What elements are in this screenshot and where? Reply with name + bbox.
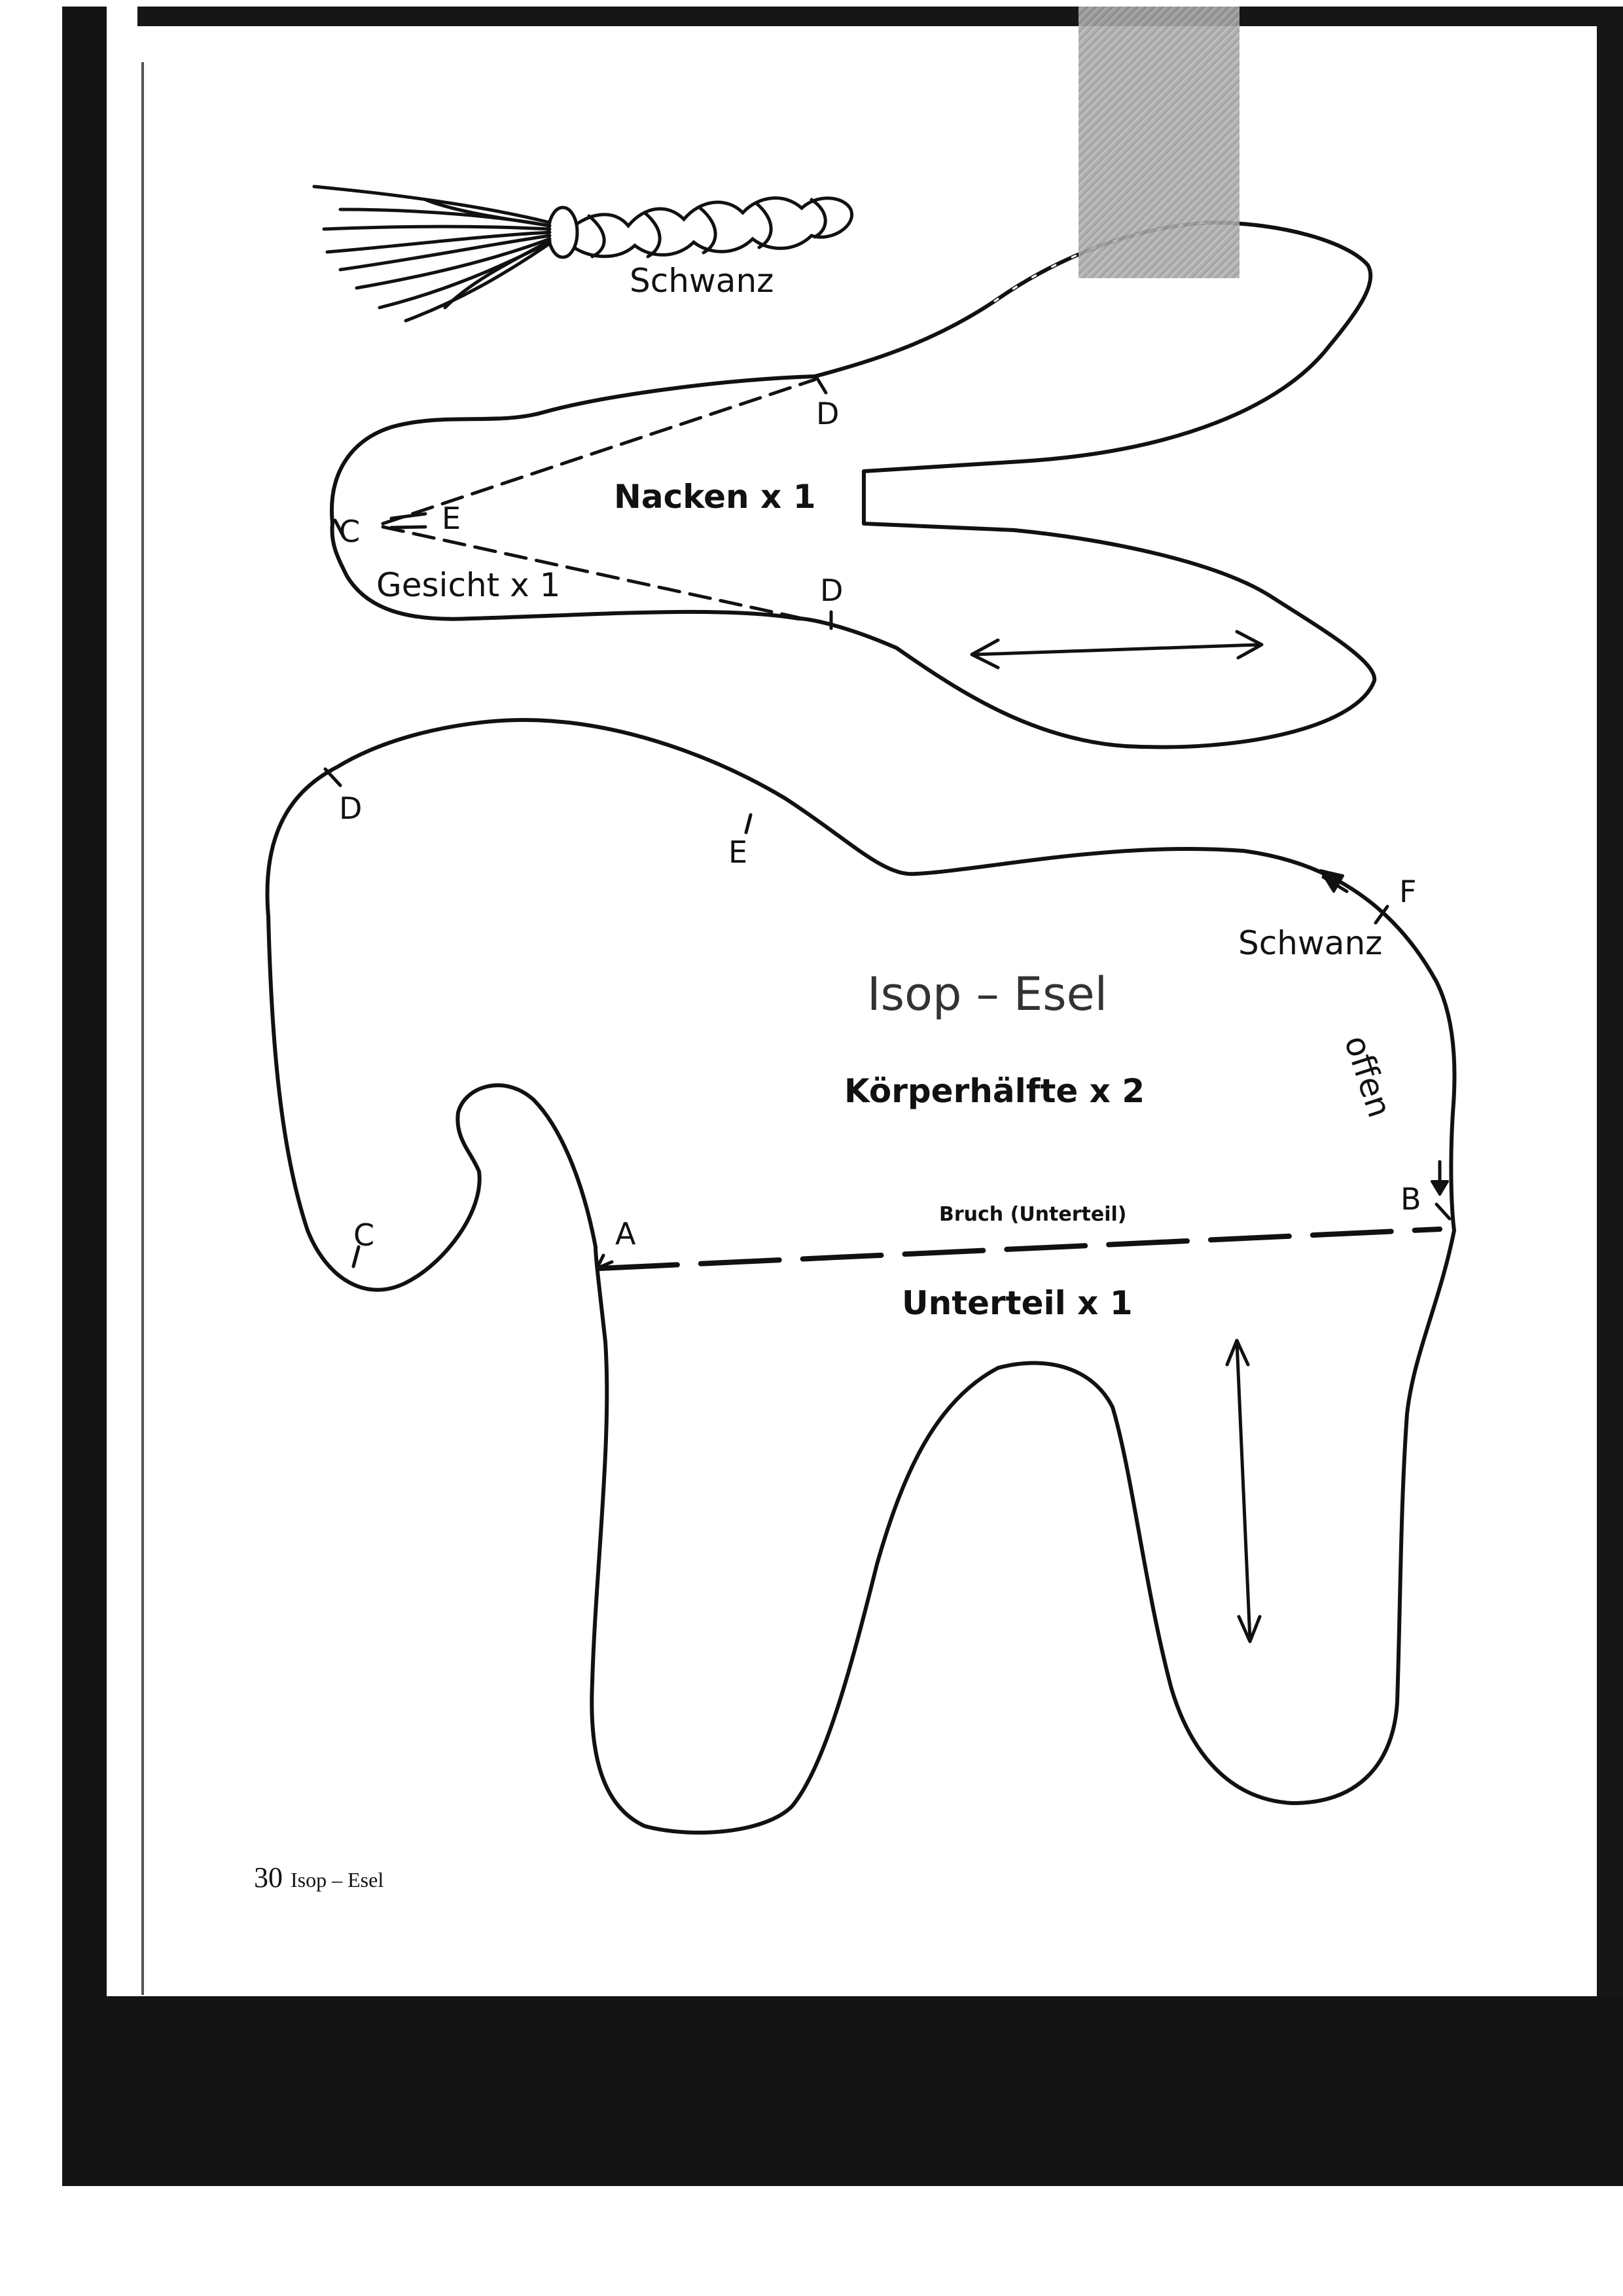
body-point-e: E: [728, 834, 748, 870]
body-point-f: F: [1399, 874, 1417, 909]
head-label-gesicht: Gesicht x 1: [376, 566, 561, 604]
body-point-c: C: [353, 1217, 375, 1253]
head-point-d-upper: D: [816, 396, 840, 431]
body-label-koerper: Körperhälfte x 2: [844, 1072, 1145, 1110]
body-label-schwanz: Schwanz: [1238, 924, 1383, 962]
page-footer: [254, 1861, 383, 1894]
tail-label: Schwanz: [630, 262, 774, 300]
body-point-b: B: [1400, 1181, 1421, 1217]
footer-title: Isop – Esel: [291, 1868, 384, 1892]
body-point-a: A: [615, 1216, 636, 1251]
head-label-nacken: Nacken x 1: [614, 478, 816, 516]
scan-border-left: [62, 7, 107, 2186]
page-number: 30: [254, 1861, 283, 1893]
head-point-c: C: [339, 514, 361, 549]
scan-border-bottom: [62, 1996, 1623, 2186]
scan-border-right: [1597, 7, 1623, 2186]
tape-strip: [1079, 7, 1240, 278]
body-label-unterteil: Unterteil x 1: [902, 1284, 1133, 1322]
pattern-title: Isop – Esel: [867, 967, 1108, 1021]
head-point-d-lower: D: [820, 573, 844, 608]
scan-border-top: [137, 7, 1600, 26]
body-point-d: D: [339, 791, 363, 826]
body-label-bruch: Bruch (Unterteil): [939, 1203, 1127, 1226]
body-label-offen: offen: [1336, 1031, 1399, 1122]
page-edge: [107, 26, 1597, 1996]
head-point-e: E: [442, 501, 461, 536]
